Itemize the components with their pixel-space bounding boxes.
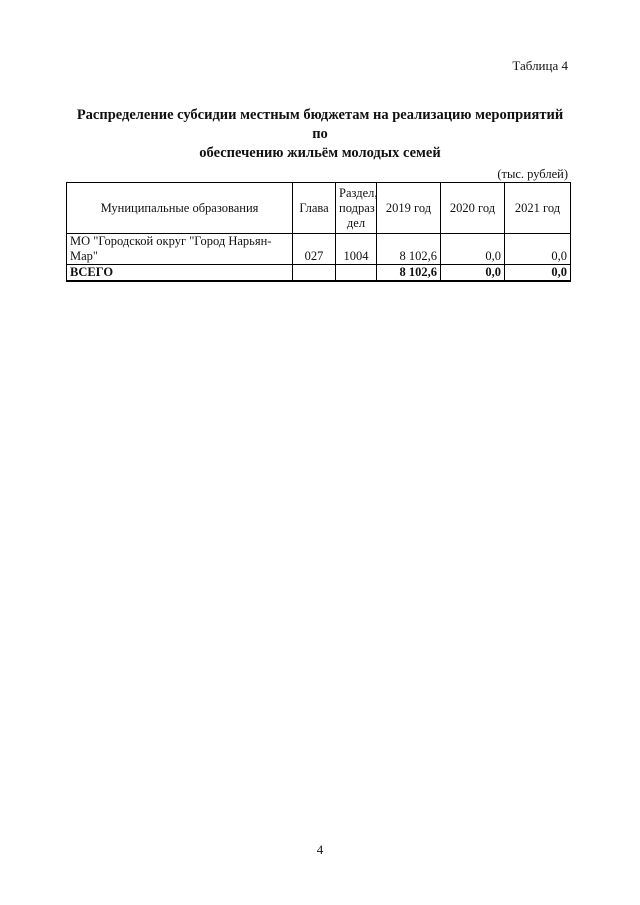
- header-razdel-line-1: Раздел,: [339, 185, 378, 200]
- page-number: 4: [316, 842, 324, 857]
- cell-total-label: ВСЕГО: [67, 265, 293, 282]
- table-total-row: [67, 265, 571, 282]
- cell-total-razdel-empty: [336, 265, 377, 282]
- table-header-row: [67, 183, 571, 234]
- document-title-line-2: обеспечению жильём молодых семей: [199, 145, 441, 161]
- cell-2019: 8 102,6: [377, 234, 441, 265]
- header-razdel-line-2: подраз: [339, 200, 375, 215]
- cell-glava: 027: [293, 234, 336, 265]
- cell-total-2021: 0,0: [505, 265, 571, 282]
- header-razdel: [336, 183, 377, 234]
- cell-total-glava-empty: [293, 265, 336, 282]
- unit-note: (тыс. рублей): [497, 167, 568, 181]
- header-razdel-line-3: дел: [346, 215, 366, 230]
- cell-total-2020: 0,0: [441, 265, 505, 282]
- document-title: [70, 106, 570, 163]
- cell-municipality-name: МО "Городской округ "Город Нарьян-Мар": [67, 234, 293, 265]
- cell-total-2019: 8 102,6: [377, 265, 441, 282]
- document-title-line-1: Распределение субсидии местным бюджетам на реализацию мероприятий по: [76, 107, 564, 142]
- header-2019: 2019 год: [377, 183, 441, 234]
- cell-2020: 0,0: [441, 234, 505, 265]
- table-number-label: Таблица 4: [512, 58, 568, 73]
- table-row: [67, 234, 571, 265]
- header-2021: 2021 год: [505, 183, 571, 234]
- header-glava: Глава: [293, 183, 336, 234]
- header-2020: 2020 год: [441, 183, 505, 234]
- cell-2021: 0,0: [505, 234, 571, 265]
- subsidy-table: [66, 182, 571, 282]
- header-municipality: Муниципальные образования: [67, 183, 293, 234]
- cell-razdel: 1004: [336, 234, 377, 265]
